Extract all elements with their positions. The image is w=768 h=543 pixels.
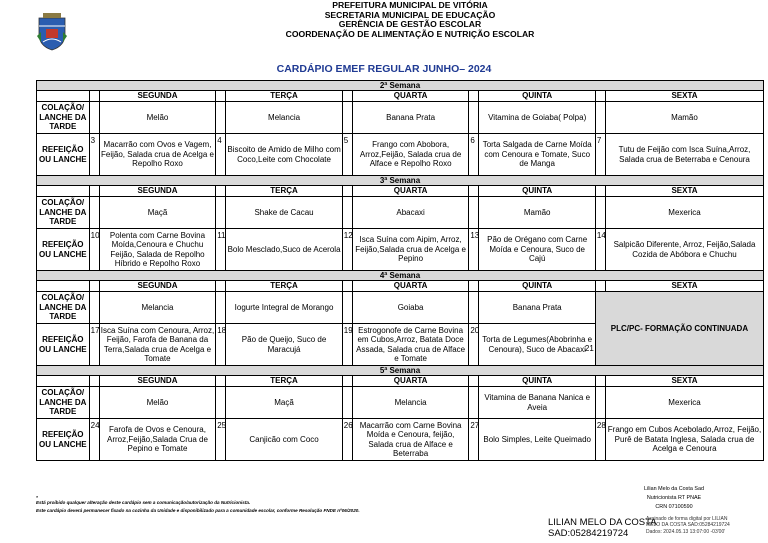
menu-cell: Mamão (479, 197, 595, 229)
day-header: SEXTA (606, 91, 764, 102)
day-header: QUARTA (352, 376, 468, 387)
menu-cell: Pão de Queijo, Suco de Maracujá (226, 324, 342, 366)
snack-row (37, 387, 764, 419)
day-number: 17 (89, 324, 99, 366)
day-header: SEXTA (606, 186, 764, 197)
footer-note-1 (36, 495, 250, 505)
day-number: 24 (89, 419, 99, 461)
menu-cell: Torta de Legumes(Abobrinha e Cenoura), Suco de Abacaxi (479, 324, 595, 366)
menu-title: CARDÁPIO EMEF REGULAR JUNHO– 2024 (276, 63, 492, 75)
menu-cell: Bolo Mesclado,Suco de Acerola (226, 229, 342, 271)
day-spacer (342, 197, 352, 229)
day-number: 5 (342, 134, 352, 176)
menu-cell: Bolo Simples, Leite Queimado (479, 419, 595, 461)
day-spacer (89, 387, 99, 419)
day-number: 13 (469, 229, 479, 271)
day-header: QUINTA (479, 376, 595, 387)
header-line: SECRETARIA MUNICIPAL DE EDUCAÇÃO (324, 9, 496, 20)
day-spacer (216, 102, 226, 134)
day-spacer (89, 281, 99, 292)
menu-cell: Estrogonofe de Carne Bovina em Cubos,Arroz, Batata Doce Assada, Salada crua de Alface e Tomate (352, 324, 468, 366)
menu-cell: Mamão (606, 102, 764, 134)
day-header: QUARTA (352, 91, 468, 102)
menu-cell: Melancia (99, 292, 215, 324)
menu-cell: Mexerica (606, 197, 764, 229)
footer-note-1-text: Está proibido qualquer alteração deste cardápio sem a comunicação/autorização da Nutricionista. (36, 500, 251, 505)
day-header: TERÇA (226, 376, 342, 387)
day-spacer (469, 376, 479, 387)
day-header: SEGUNDA (99, 281, 215, 292)
day-number: 26 (342, 419, 352, 461)
menu-cell: Maçã (99, 197, 215, 229)
day-spacer (89, 102, 99, 134)
menu-cell: Mexerica (606, 387, 764, 419)
nutritionist-crn: CRN 07100590 (655, 504, 693, 510)
day-number: 25 (216, 419, 226, 461)
row-label-snack: COLAÇÃO/ LANCHE DA TARDE (37, 197, 90, 229)
day-spacer (216, 186, 226, 197)
special-cell (584, 292, 763, 366)
menu-cell: Abacaxi (352, 197, 468, 229)
day-number: 21 (584, 343, 594, 353)
menu-cell: Melancia (352, 387, 468, 419)
week-title-row (37, 176, 764, 186)
day-header: TERÇA (226, 186, 342, 197)
menu-cell: Macarrão com Carne Bovina Moída e Cenoura, feijão, Salada crua de Alface e Beterraba (352, 419, 468, 461)
snack-row (37, 197, 764, 229)
day-spacer (595, 281, 605, 292)
menu-cell: Macarrão com Ovos e Vagem, Feijão, Salada crua de Acelga e Repolho Roxo (99, 134, 215, 176)
header-line: PREFEITURA MUNICIPAL DE VITÓRIA (332, 0, 488, 10)
day-spacer (595, 387, 605, 419)
day-header: QUINTA (479, 281, 595, 292)
menu-cell: Isca Suína com Aipim, Arroz, Feijão,Salada crua de Acelga e Pepino (352, 229, 468, 271)
day-header: SEXTA (606, 281, 764, 292)
day-header: QUARTA (352, 186, 468, 197)
day-header: QUARTA (352, 281, 468, 292)
week-title-row (37, 271, 764, 281)
nutritionist-name: Lilian Melo da Costa Sad (644, 486, 704, 492)
menu-cell: Canjicão com Coco (226, 419, 342, 461)
signer-line-1: LILIAN MELO DA COSTA (548, 517, 657, 528)
menu-cell: Banana Prata (352, 102, 468, 134)
day-spacer (216, 292, 226, 324)
menu-cell: Banana Prata (479, 292, 595, 324)
day-number: 19 (342, 324, 352, 366)
day-header: TERÇA (226, 91, 342, 102)
day-number: 20 (469, 324, 479, 366)
menu-table (36, 80, 764, 461)
menu-cell: Isca Suína com Cenoura, Arroz, Feijão, Farofa de Banana da Terra,Salada crua de Acelga e Tomate (99, 324, 215, 366)
corner-cell (37, 91, 90, 102)
header-line: COORDENAÇÃO DE ALIMENTAÇÃO E NUTRIÇÃO ESCOLAR (285, 28, 535, 39)
week-title: 2ª Semana (37, 81, 764, 91)
day-spacer (89, 91, 99, 102)
menu-cell: Melão (99, 387, 215, 419)
day-number: 4 (216, 134, 226, 176)
row-label-snack: COLAÇÃO/ LANCHE DA TARDE (37, 292, 90, 324)
day-header: QUINTA (479, 186, 595, 197)
day-spacer (469, 102, 479, 134)
menu-cell: Iogurte Integral de Morango (226, 292, 342, 324)
day-spacer (216, 281, 226, 292)
day-spacer (216, 91, 226, 102)
meal-row (37, 229, 764, 271)
menu-cell: Vitamina de Banana Nanica e Aveia (479, 387, 595, 419)
menu-cell: Pão de Orégano com Carne Moída e Cenoura, Suco de Cajú (479, 229, 595, 271)
menu-cell: Frango em Cubos Acebolado,Arroz, Feijão, Purê de Batata Inglesa, Salada crua de Acelga e Cenoura (606, 419, 764, 461)
digital-signature-note (646, 516, 730, 535)
day-spacer (469, 281, 479, 292)
menu-cell: Melancia (226, 102, 342, 134)
day-header: QUINTA (479, 91, 595, 102)
row-label-meal: REFEIÇÃO OU LANCHE (37, 324, 90, 366)
day-spacer (342, 102, 352, 134)
menu-cell: Goiaba (352, 292, 468, 324)
day-spacer (89, 292, 99, 324)
header-lines (220, 1, 600, 39)
menu-cell: Frango com Abobora, Arroz,Feijão, Salada crua de Alface e Repolho Roxo (352, 134, 468, 176)
snack-row (37, 292, 764, 324)
special-wrap (584, 323, 762, 353)
day-number: 11 (216, 229, 226, 271)
day-spacer (89, 376, 99, 387)
menu-cell: Tutu de Feijão com Isca Suína,Arroz, Salada crua de Beterraba e Cenoura (606, 134, 764, 176)
week-title: 4ª Semana (37, 271, 764, 281)
day-spacer (595, 197, 605, 229)
day-number: 14 (595, 229, 605, 271)
row-label-meal: REFEIÇÃO OU LANCHE (37, 134, 90, 176)
menu-cell: Torta Salgada de Carne Moída com Cenoura e Tomate, Suco de Manga (479, 134, 595, 176)
day-number: 18 (216, 324, 226, 366)
week-title-row (37, 366, 764, 376)
day-spacer (216, 376, 226, 387)
day-header: SEXTA (606, 376, 764, 387)
row-label-meal: REFEIÇÃO OU LANCHE (37, 419, 90, 461)
nutritionist-role: Nutricionista RT PNAE (646, 495, 702, 501)
corner-cell (37, 376, 90, 387)
digital-line-3: Dados: 2024.05.13 13:07:00 -03'00' (646, 528, 726, 535)
digital-line-2: MELO DA COSTA SAD:05284219724 (646, 522, 730, 529)
city-crest-icon (37, 12, 67, 52)
day-number: 6 (469, 134, 479, 176)
day-spacer (342, 387, 352, 419)
day-number: 28 (595, 419, 605, 461)
day-header: SEGUNDA (99, 186, 215, 197)
menu-cell: Melão (99, 102, 215, 134)
day-spacer (342, 292, 352, 324)
day-spacer (595, 376, 605, 387)
signer-line-2: SAD:05284219724 (548, 528, 629, 539)
footer-mark: * (36, 495, 38, 500)
day-spacer (469, 91, 479, 102)
day-spacer (595, 102, 605, 134)
day-spacer (469, 387, 479, 419)
day-number: 12 (342, 229, 352, 271)
day-spacer (595, 91, 605, 102)
meal-row (37, 419, 764, 461)
header-line: GERÊNCIA DE GESTÃO ESCOLAR (338, 19, 482, 30)
digital-signer-name (548, 517, 657, 539)
day-number: 3 (89, 134, 99, 176)
digital-line-1: Assinado de forma digital por LILIAN (646, 516, 728, 522)
menu-cell: Salpicão Diferente, Arroz, Feijão,Salada Cozida de Abóbora e Chuchu (606, 229, 764, 271)
day-spacer (469, 292, 479, 324)
special-text: PLC/PC- FORMAÇÃO CONTINUADA (610, 323, 749, 333)
week-title: 3ª Semana (37, 176, 764, 186)
day-header-row (37, 91, 764, 102)
day-spacer (342, 281, 352, 292)
menu-cell: Farofa de Ovos e Cenoura, Arroz,Feijão,Salada Crua de Pepino e Tomate (99, 419, 215, 461)
day-number: 7 (595, 134, 605, 176)
menu-cell: Maçã (226, 387, 342, 419)
day-spacer (342, 91, 352, 102)
day-spacer (342, 186, 352, 197)
day-spacer (89, 197, 99, 229)
nutritionist-signature (612, 485, 736, 512)
corner-cell (37, 281, 90, 292)
day-header-row (37, 186, 764, 197)
day-header: TERÇA (226, 281, 342, 292)
day-spacer (89, 186, 99, 197)
day-header: SEGUNDA (99, 376, 215, 387)
day-spacer (342, 376, 352, 387)
day-header-row (37, 281, 764, 292)
menu-cell: Biscoito de Amido de Milho com Coco,Leite com Chocolate (226, 134, 342, 176)
meal-row (37, 134, 764, 176)
day-header-row (37, 376, 764, 387)
document-header (0, 0, 768, 58)
day-number: 27 (469, 419, 479, 461)
row-label-snack: COLAÇÃO/ LANCHE DA TARDE (37, 387, 90, 419)
day-header: SEGUNDA (99, 91, 215, 102)
corner-cell (37, 186, 90, 197)
row-label-meal: REFEIÇÃO OU LANCHE (37, 229, 90, 271)
snack-row (37, 102, 764, 134)
day-spacer (469, 197, 479, 229)
day-spacer (216, 387, 226, 419)
day-spacer (595, 186, 605, 197)
menu-cell: Shake de Cacau (226, 197, 342, 229)
menu-cell: Polenta com Carne Bovina Moída,Cenoura e Chuchu Feijão, Salada de Repolho Híbrido e Repolho Roxo (99, 229, 215, 271)
day-spacer (216, 197, 226, 229)
menu-cell: Vitamina de Goiaba( Polpa) (479, 102, 595, 134)
week-title-row (37, 81, 764, 91)
day-number: 10 (89, 229, 99, 271)
week-title: 5ª Semana (37, 366, 764, 376)
footer-note-2: Este cardápio deverá permanecer fixado na cozinha da Unidade e disponibilizado para a comunidade escolar, conforme Resolução FNDE nº06/2020. (36, 508, 360, 513)
day-spacer (469, 186, 479, 197)
row-label-snack: COLAÇÃO/ LANCHE DA TARDE (37, 102, 90, 134)
